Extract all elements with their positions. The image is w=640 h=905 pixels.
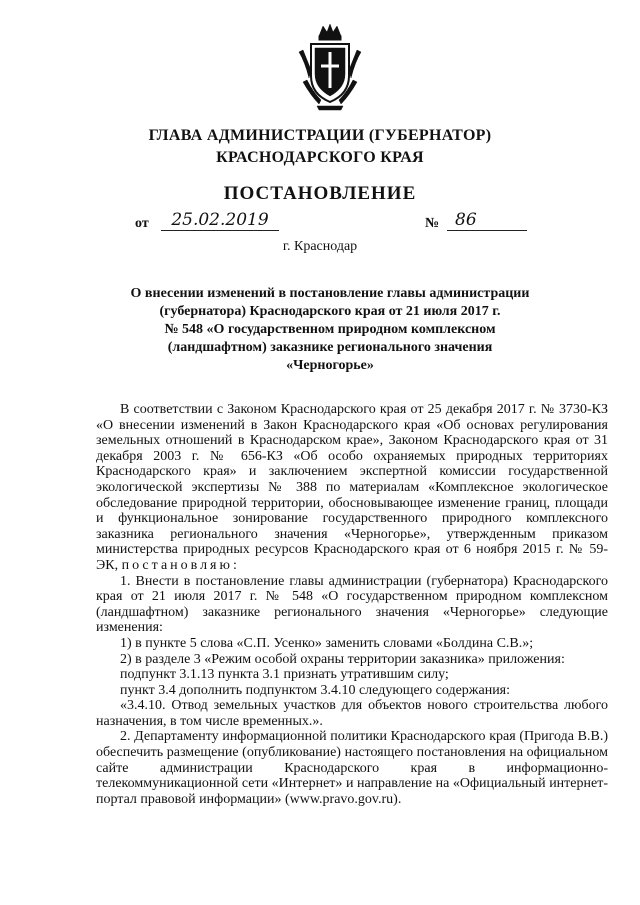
handwritten-number: 86 [447,210,527,231]
document-title [120,285,540,375]
coat-of-arms-icon [297,22,363,112]
item-1-2a: подпункт 3.1.13 пункта 3.1 признать утратившим силу; [120,667,449,683]
item-1-2b: пункт 3.4 дополнить подпунктом 3.4.10 следующего содержания: [120,682,511,698]
item-1: 1. Внести в постановление главы администрации (губернатора) Краснодарского края от 21 июля 2017 г. № 548 «О государственном природном комплексном (ландшафтном) заказнике регионального значения «Черногорье» следующие изменения: [96,573,608,636]
title-line: (губернатора) Краснодарского края от 21 июля 2017 г. [159,304,501,319]
title-line: (ландшафтном) заказнике регионального значения [167,340,493,355]
number-prefix: № [425,216,440,231]
city: г. Краснодар [282,239,358,254]
date-number-line [135,210,535,236]
handwritten-date: 25.02.2019 [161,210,279,231]
date-prefix: от [135,216,149,231]
item-1-2: 2) в разделе 3 «Режим особой охраны территории заказника» приложения: [120,651,565,667]
preamble-text: В соответствии с Законом Краснодарского края от 25 декабря 2017 г. № 3730-КЗ «О внесении изменений в Закон Краснодарского края «Об основах регулирования земельных отношений в Краснодарском крае», Законом Краснодарского края от 31 декабря 2003 г. № 656-КЗ «Об особо охраняемых природных территориях Краснодарского края» и заключением экспертной комиссии государственной экологической экспертизы № 388 по материалам «Комплексное экологическое обследование природной территории, обосновывающее изменение границ, площади и функциональное зонирование государственного природного комплексного заказника регионального значения «Черногорье», утвержденным приказом министерства природных ресурсов Краснодарского края от 6 ноября 2015 г. № 59-ЭК, [96,402,608,573]
resolve-word: постановляю: [121,557,240,573]
preamble-paragraph [96,402,608,574]
document-body [96,402,608,807]
authority-title-line1: ГЛАВА АДМИНИСТРАЦИИ (ГУБЕРНАТОР) [148,127,492,144]
document-type: ПОСТАНОВЛЕНИЕ [223,183,417,204]
item-1-1: 1) в пункте 5 слова «С.П. Усенко» заменить словами «Болдина С.В.»; [120,635,534,651]
item-2: 2. Департаменту информационной политики Краснодарского края (Пригода В.В.) обеспечить размещение (опубликование) настоящего постановления на официальном сайте администрации Краснодарского края в информационно-телекоммуникационной сети «Интернет» и направление на «Официальный интернет-портал правовой информации» (www.pravo.gov.ru). [96,729,608,807]
title-line: О внесении изменений в постановление главы администрации [130,286,530,301]
authority-title-line2: КРАСНОДАРСКОГО КРАЯ [216,149,424,166]
item-1-2c: «3.4.10. Отвод земельных участков для объектов нового строительства любого назначения, в том числе временных.». [96,698,608,729]
title-line: № 548 «О государственном природном комплексном [164,322,496,337]
title-line: «Черногорье» [286,358,374,373]
